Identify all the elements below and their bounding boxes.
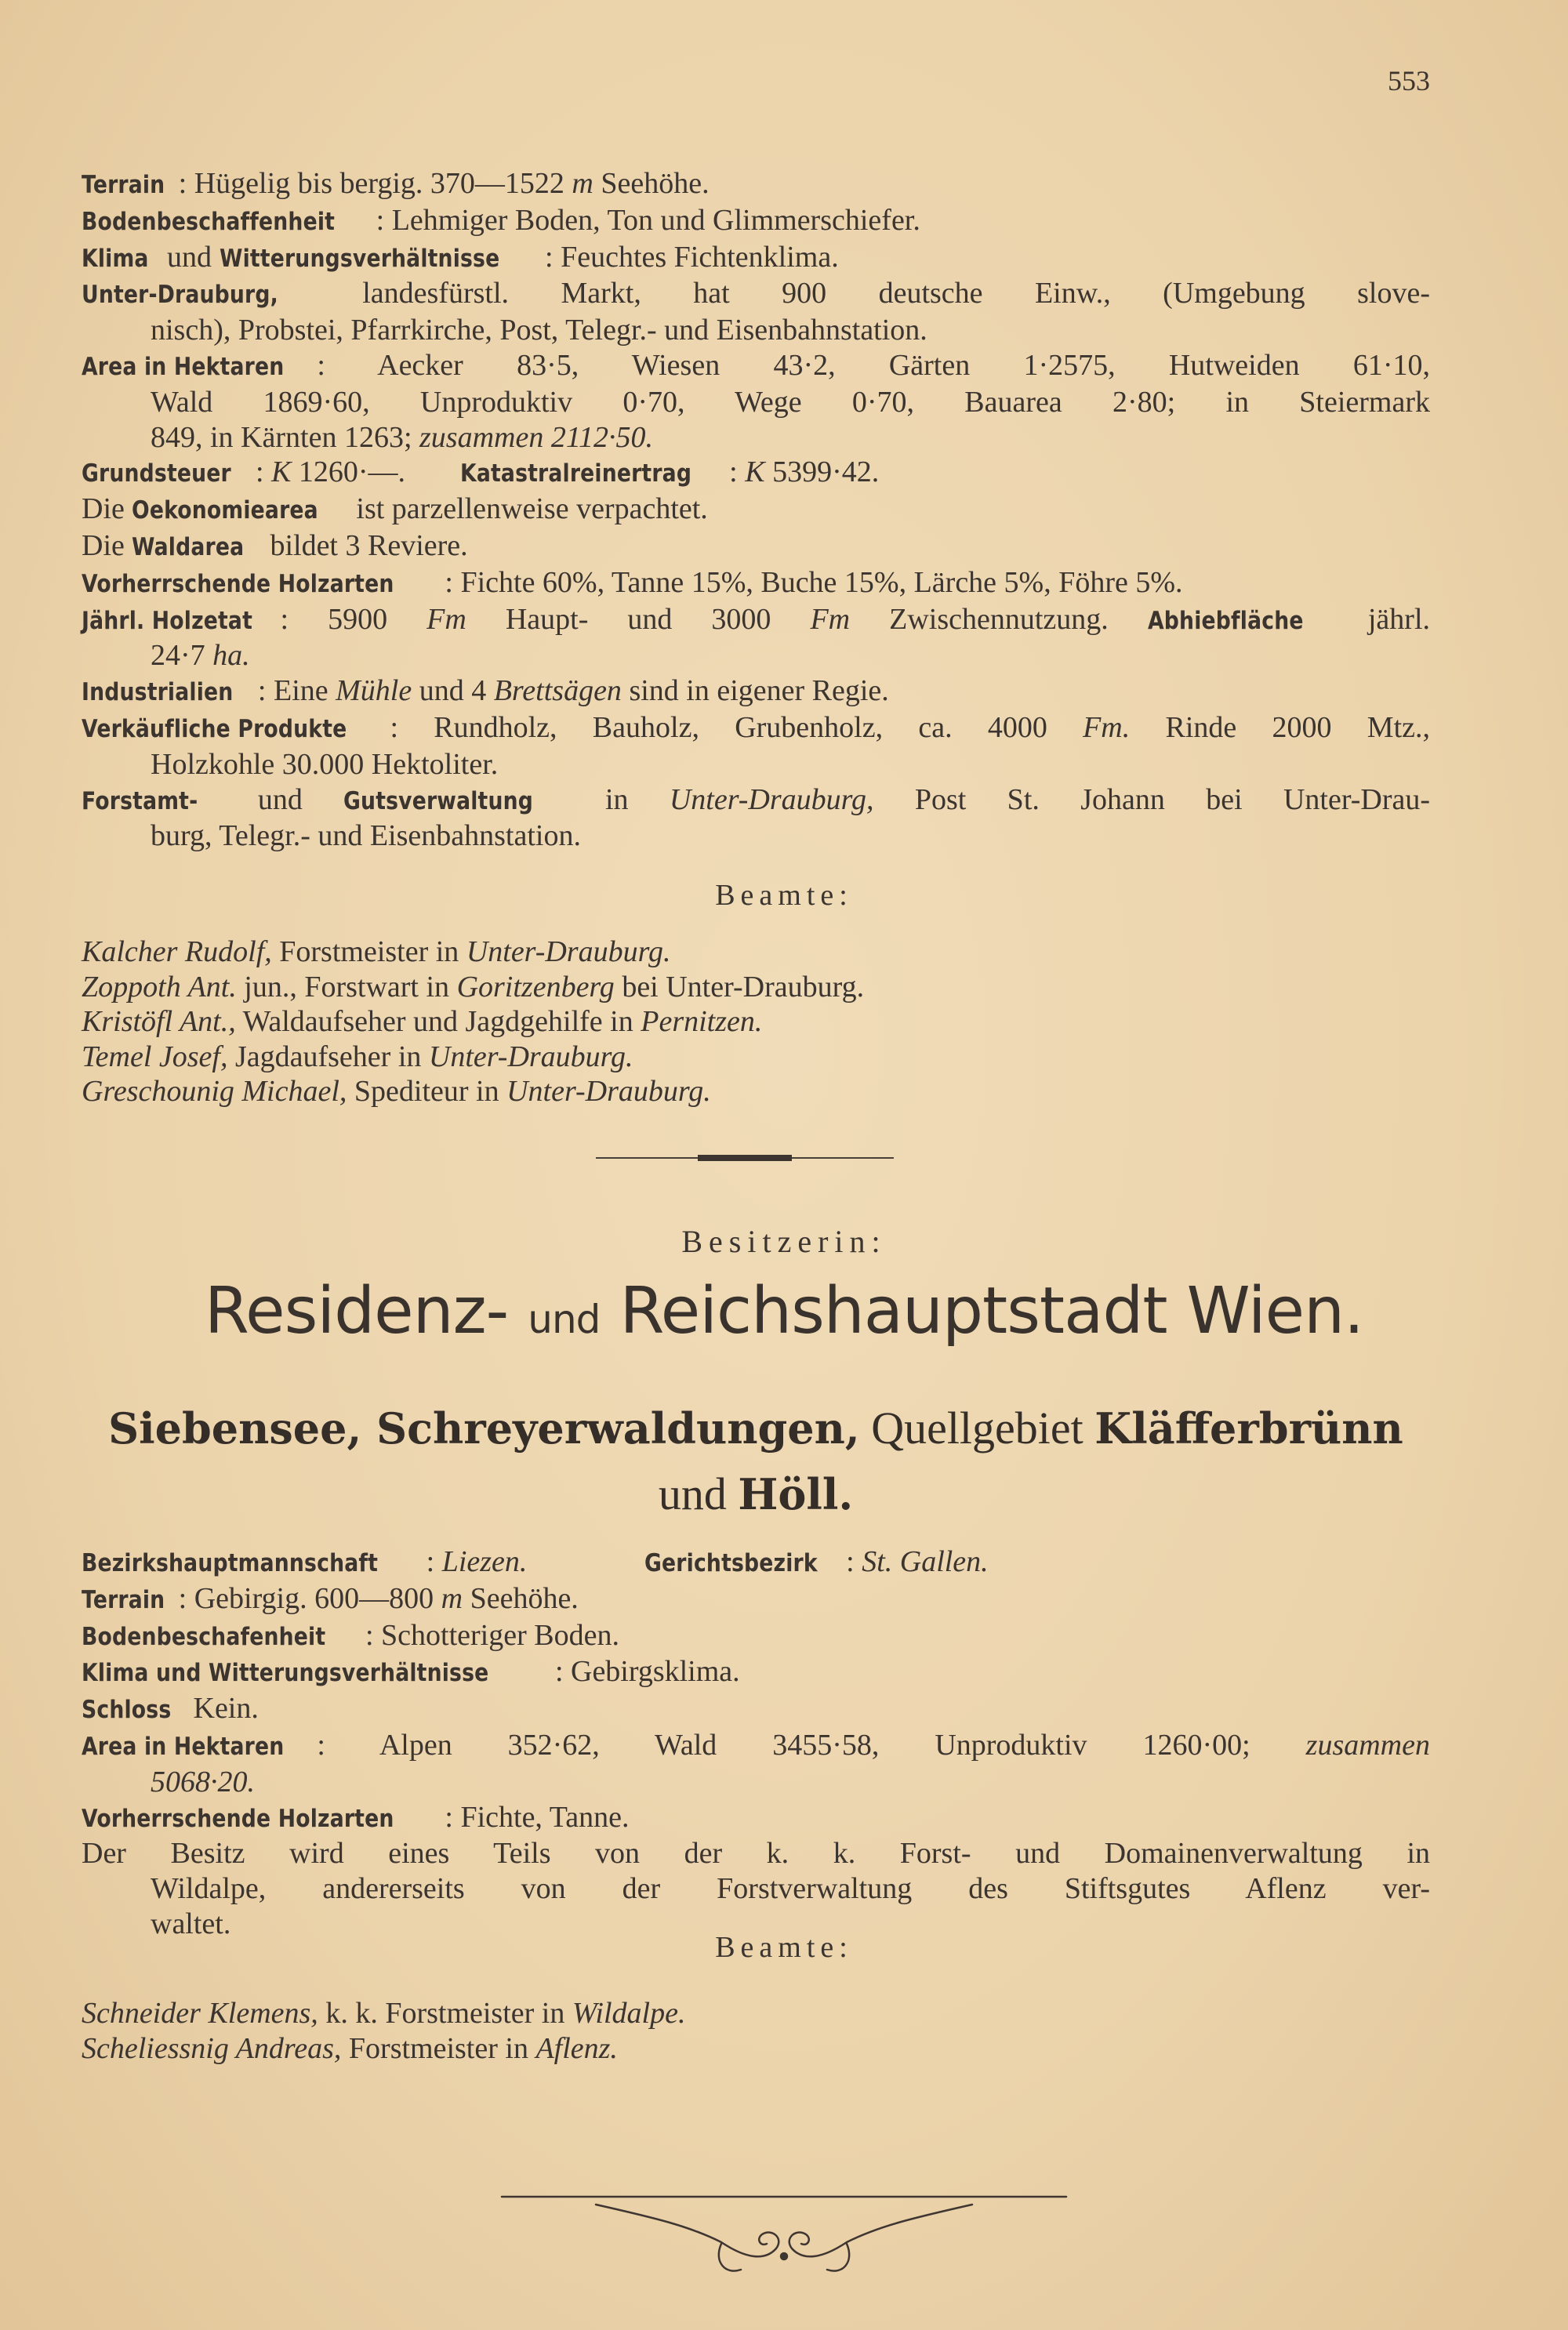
label: Witterungsverhältnisse	[219, 244, 499, 273]
text: 5900	[328, 602, 427, 636]
industry-line	[82, 673, 1430, 710]
products-cont	[82, 747, 1430, 782]
separator: :	[846, 1545, 862, 1578]
text: Waldaufseher und Jagdgehilfe in	[235, 1005, 641, 1038]
label: Klima und Witterungsverhältnisse	[82, 1659, 489, 1688]
text: Forstmeister in	[271, 935, 466, 968]
separator: :	[426, 1545, 442, 1578]
tailpiece-ornament	[486, 2187, 1082, 2281]
wood-types-line	[82, 1800, 1430, 1837]
place: Wildalpe.	[572, 1997, 686, 2030]
text: Feuchtes Fichtenklima.	[561, 240, 839, 274]
tax-line	[82, 455, 1430, 492]
label: Area in Hektaren	[82, 352, 285, 381]
owner-name-part: Residenz-	[204, 1274, 509, 1348]
administration-line	[82, 782, 1430, 819]
terrain-line	[82, 1581, 1430, 1618]
place: Unter-Drauburg.	[506, 1075, 711, 1108]
official-name: Schneider Klemens,	[82, 1997, 318, 2030]
label: Schloss	[82, 1696, 172, 1725]
text: Gebirgig. 600—800	[194, 1581, 441, 1615]
official-entry	[82, 1074, 1414, 1109]
currency: K	[271, 455, 292, 489]
label: Unter-Drauburg,	[82, 281, 278, 310]
wood-types-line	[82, 565, 1430, 602]
label: Grundsteuer	[82, 459, 231, 488]
estate-title	[82, 1395, 1430, 1527]
separator: :	[280, 602, 328, 636]
separator: :	[445, 1800, 461, 1834]
area-line	[82, 348, 1430, 385]
official-name: Kalcher Rudolf,	[82, 935, 272, 968]
text: Seehöhe.	[463, 1581, 579, 1615]
label: Vorherrschende Holzarten	[82, 569, 394, 598]
text: Alpen 352·62, Wald 3455·58, Unproduktiv 1260·00;	[379, 1728, 1306, 1762]
label: Bodenbeschafenheit	[82, 1622, 326, 1651]
administration-cont	[82, 818, 1430, 854]
official-entry	[82, 1004, 1414, 1040]
label: Bezirkshauptmannschaft	[82, 1549, 379, 1577]
town-line	[82, 276, 1430, 313]
area-line-total	[82, 420, 1430, 455]
label: Katastralreinertrag	[460, 459, 692, 488]
text: Rundholz, Bauholz, Grubenholz, ca. 4000	[434, 710, 1083, 744]
estate-title-line1	[82, 1395, 1430, 1461]
separator: :	[317, 348, 378, 382]
unit: ha.	[212, 639, 250, 673]
text: und	[159, 240, 220, 274]
text: jährl.	[1328, 602, 1431, 636]
official-name: Kristöfl Ant.,	[82, 1005, 236, 1038]
page-number: 553	[1388, 65, 1430, 96]
place: St. Gallen.	[862, 1545, 989, 1578]
officials-heading: Beamte:	[715, 1931, 853, 1964]
label: Industrialien	[82, 678, 234, 707]
official-name: Greschounig Michael,	[82, 1075, 347, 1108]
officials-list	[82, 935, 1414, 1109]
official-entry	[82, 970, 1414, 1005]
terrain-line	[82, 166, 1430, 203]
soil-line	[82, 203, 1430, 240]
text: Lehmiger Boden, Ton und Glimmerschiefer.	[391, 203, 920, 237]
text: Spediteur in	[347, 1075, 507, 1108]
separator: :	[445, 565, 461, 599]
separator: :	[255, 455, 272, 489]
label: Jährl. Holzetat	[82, 606, 253, 635]
officials-list	[82, 1996, 1414, 2066]
text: ist parzellenweise verpachtet.	[348, 492, 708, 526]
text: Post St. Johann bei Unter-Drau-	[873, 782, 1431, 816]
text: Seehöhe.	[593, 167, 710, 200]
place: Liezen.	[441, 1545, 528, 1578]
text: 5399·42.	[764, 455, 880, 489]
text: Rinde 2000 Mtz.,	[1130, 710, 1431, 744]
label: Gutsverwaltung	[343, 786, 534, 815]
currency: K	[745, 455, 765, 489]
separator: :	[545, 240, 561, 274]
official-entry	[82, 2031, 1414, 2067]
text: bildet 3 Reviere.	[262, 528, 468, 562]
separator: :	[390, 710, 434, 744]
district-line	[82, 1544, 1430, 1581]
label: Vorherrschende Holzarten	[82, 1804, 394, 1833]
officials-heading: Beamte:	[715, 879, 853, 912]
text: Der Besitz wird eines Teils von der k. k. Forst- und Domainenverwaltung in	[82, 1837, 1430, 1871]
text: Wildalpe, andererseits von der Forstverwaltung des Stiftsgutes Aflenz ver-	[151, 1872, 1430, 1906]
label: Terrain	[82, 171, 165, 199]
separator: :	[317, 1728, 379, 1762]
total: 5068·20.	[151, 1765, 255, 1798]
unit: Fm.	[1083, 710, 1131, 744]
text: Forstmeister in	[341, 2031, 536, 2065]
text: Mühle	[336, 674, 412, 708]
official-entry	[82, 1040, 1414, 1075]
owner-name	[0, 1274, 1568, 1348]
estate-name: Kläfferbrünn	[1094, 1403, 1403, 1454]
text: Wald 1869·60, Unproduktiv 0·70, Wege 0·70, Bauarea 2·80; in Steiermark	[151, 385, 1430, 419]
label: Klima	[82, 244, 149, 273]
unit: Fm	[810, 602, 851, 636]
label: Waldarea	[132, 532, 245, 561]
estate-title-line2	[82, 1461, 1430, 1527]
label: Oekonomiearea	[132, 496, 319, 525]
place: Unter-Drauburg,	[669, 782, 874, 816]
text: und	[216, 782, 344, 816]
text: Aecker 83·5, Wiesen 43·2, Gärten 1·2575, Hutweiden 61·10,	[377, 348, 1430, 382]
unit: Fm	[426, 602, 466, 636]
ownership-cont	[82, 1871, 1430, 1907]
text: 1260·—.	[291, 455, 406, 489]
ornamental-rule	[580, 1152, 909, 1163]
label: Terrain	[82, 1585, 165, 1614]
climate-line	[82, 240, 1430, 277]
official-name: Temel Josef,	[82, 1040, 228, 1073]
wood-yield-line	[82, 602, 1430, 639]
text: Die	[82, 492, 132, 526]
official-name: Scheliessnig Andreas,	[82, 2031, 342, 2065]
wood-yield-cont	[82, 638, 1430, 673]
text: bei Unter-Drauburg.	[614, 970, 865, 1003]
separator: :	[257, 674, 274, 708]
text: Brettsägen	[493, 674, 622, 708]
soil-line	[82, 1618, 1430, 1655]
castle-line	[82, 1691, 1430, 1728]
place: Pernitzen.	[641, 1005, 763, 1038]
text: Holzkohle 30.000 Hektoliter.	[151, 747, 499, 781]
text: Schotteriger Boden.	[381, 1618, 619, 1652]
text: jun., Forstwart in	[236, 970, 457, 1003]
text: k. k. Forstmeister in	[318, 1997, 572, 2030]
separator: :	[554, 1655, 571, 1689]
text: Hügelig bis bergig. 370—1522	[194, 167, 572, 200]
label: Gerichtsbezirk	[644, 1549, 818, 1577]
text: und 4	[412, 674, 494, 708]
town-line-cont	[82, 313, 1430, 348]
text: Die	[82, 528, 132, 562]
label: Abhiebfläche	[1147, 606, 1304, 635]
ownership-line	[82, 1836, 1430, 1871]
text: landesfürstl. Markt, hat 900 deutsche Einw., (Umgebung slove-	[310, 277, 1430, 310]
official-entry	[82, 1996, 1414, 2031]
label: Forstamt-	[82, 786, 198, 815]
text: waltet.	[151, 1907, 231, 1940]
text: und	[658, 1468, 739, 1519]
separator: :	[178, 1581, 194, 1615]
separator: :	[365, 1618, 382, 1652]
area-line-cont	[82, 385, 1430, 420]
text: Zwischennutzung.	[850, 602, 1148, 636]
label: Area in Hektaren	[82, 1732, 285, 1761]
forest-line	[82, 528, 1430, 565]
unit: m	[441, 1581, 463, 1615]
label: Bodenbeschaffenheit	[82, 207, 336, 236]
owner-label: Besitzerin:	[681, 1224, 887, 1259]
unit: m	[572, 167, 593, 200]
text: Jagdaufseher in	[227, 1040, 429, 1073]
label: Verkäufliche Produkte	[82, 714, 347, 743]
separator: :	[729, 455, 746, 489]
products-line	[82, 710, 1430, 747]
text: sind in eigener Regie.	[621, 674, 889, 708]
separator: :	[376, 203, 392, 237]
text: Fichte 60%, Tanne 15%, Buche 15%, Lärche 5%, Föhre 5%.	[460, 565, 1183, 599]
separator: :	[178, 167, 194, 200]
text: Haupt- und 3000	[466, 602, 811, 636]
text: Eine	[273, 674, 336, 708]
text: nisch), Probstei, Pfarrkirche, Post, Telegr.- und Eisenbahnstation.	[151, 314, 927, 347]
section-1-details	[82, 166, 1430, 854]
official-entry	[82, 935, 1414, 970]
place: Unter-Drauburg.	[466, 935, 671, 968]
total: zusammen 2112·50.	[419, 420, 654, 454]
place: Goritzenberg	[456, 970, 615, 1003]
place: Aflenz.	[535, 2031, 618, 2065]
owner-name-connector: und	[528, 1297, 601, 1342]
section-2-details	[82, 1544, 1430, 1942]
text: in	[564, 782, 670, 816]
official-name: Zoppoth Ant.	[82, 970, 237, 1003]
owner-name-part: Reichshauptstadt Wien.	[619, 1274, 1364, 1348]
climate-line	[82, 1654, 1430, 1691]
place: Unter-Drauburg.	[428, 1040, 633, 1073]
area-total	[82, 1765, 1430, 1800]
area-line	[82, 1728, 1430, 1765]
text: Fichte, Tanne.	[460, 1800, 630, 1834]
estate-name: Höll.	[738, 1469, 854, 1519]
text: Quellgebiet	[859, 1403, 1095, 1454]
text: burg, Telegr.- und Eisenbahnstation.	[151, 819, 581, 853]
text: Gebirgsklima.	[571, 1655, 740, 1689]
text: 849, in Kärnten 1263;	[151, 420, 420, 454]
economy-line	[82, 492, 1430, 528]
total: zusammen	[1305, 1728, 1430, 1762]
text: 24·7	[151, 639, 213, 673]
estate-name: Siebensee, Schreyerwaldungen,	[108, 1403, 860, 1454]
text: Kein.	[186, 1692, 259, 1726]
